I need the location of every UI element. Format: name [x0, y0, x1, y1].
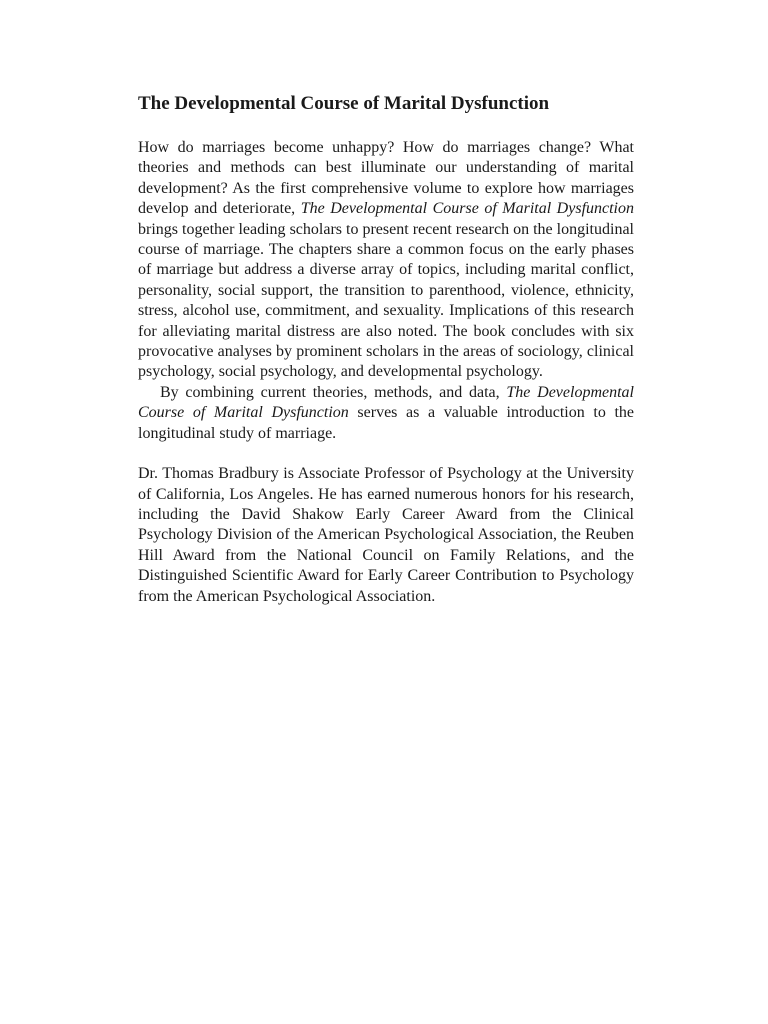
description-paragraph-1-book-title: The Developmental Course of Marital Dysfunction	[300, 200, 635, 218]
description-paragraph-1-text-b: brings together leading scholars to present recent research on the longitudinal course of marriage. The chapters share a common focus on the early phases of marriage but address a diverse array of topics, including marital conflict, personality, social support, the transition to parenthood, violence, ethnicity, stress, alcohol use, commitment, and sexuality. Implications of this research for alleviating marital distress are also noted. The book concludes with six provocative analyses by prominent scholars in the areas of sociology, clinical psychology, social psychology, and developmental psychology.	[138, 220, 634, 381]
description-paragraph-2	[138, 383, 634, 444]
author-bio: Dr. Thomas Bradbury is Associate Professor of Psychology at the University of California, Los Angeles. He has earned numerous honors for his research, including the David Shakow Early Career Award from the Clinical Psychology Division of the American Psychological Association, the Reuben Hill Award from the National Council on Family Relations, and the Distinguished Scientific Award for Early Career Contribution to Psychology from the American Psychological Association.	[138, 465, 634, 605]
page-content	[138, 92, 634, 607]
description-paragraph-2-book-title: The Developmental Course of Marital Dysfunction	[138, 383, 635, 422]
description-paragraph-1-text-a: How do marriages become unhappy? How do marriages change? What theories and methods can best illuminate our understanding of marital development? As the first comprehensive volume to explore how marriages develop and deteriorate,	[138, 139, 634, 218]
section-spacer	[138, 444, 634, 464]
description-paragraph-1	[138, 138, 634, 383]
book-title: The Developmental Course of Marital Dysfunction	[138, 93, 550, 114]
description-paragraph-2-text-b: serves as a valuable introduction to the longitudinal study of marriage.	[138, 404, 635, 442]
description-paragraph-2-text-a: By combining current theories, methods, and data,	[160, 383, 507, 401]
